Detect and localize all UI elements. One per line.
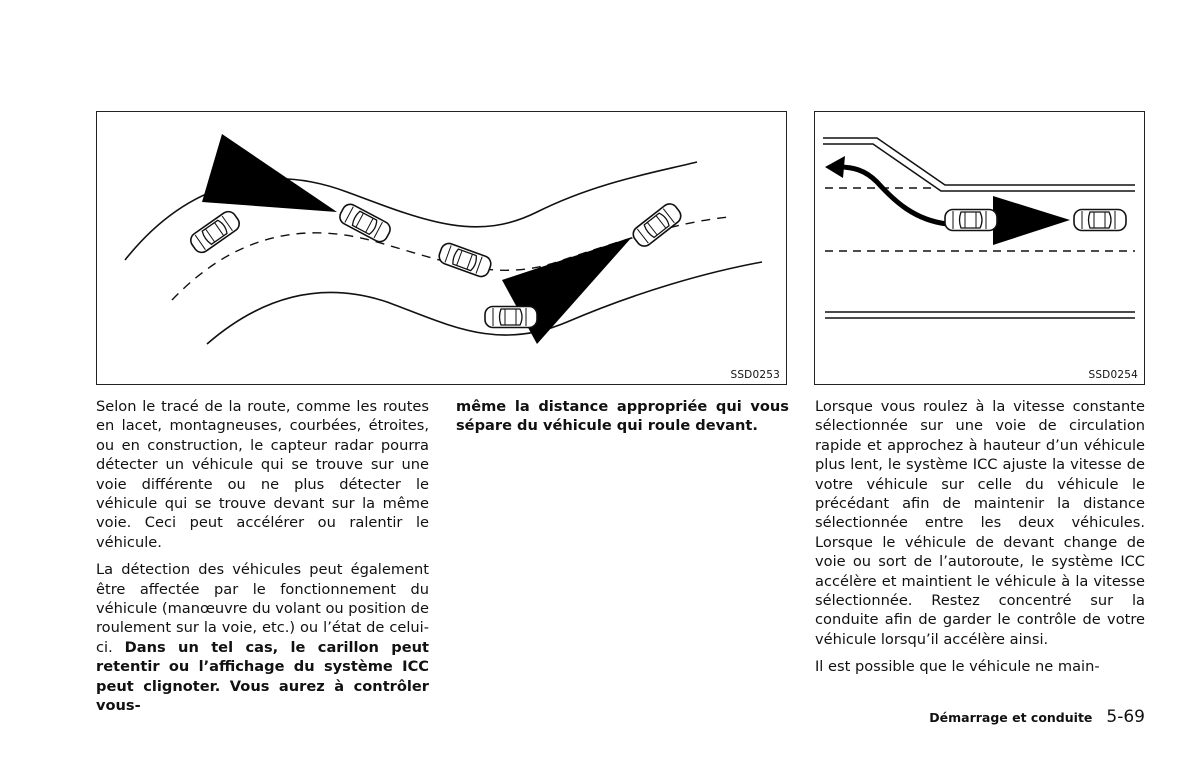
car-ahead-3 bbox=[630, 201, 684, 250]
section-title: Démarrage et conduite bbox=[929, 710, 1093, 725]
warning-text: même la distance appropriée qui vous sépare du véhicule qui roule devant. bbox=[456, 398, 789, 435]
radar-beam bbox=[993, 196, 1070, 245]
paragraph: Il est possible que le véhicule ne main- bbox=[815, 658, 1100, 676]
paragraph: Lorsque vous roulez à la vitesse constante sélectionnée sur une voie de circulation rapide et approchez à hauteur d’un véhicule plus lent, le système ICC ajuste la vitesse de votre véhicule sur celle du véhicule le précédant afin de maintenir la distance sélectionnée entre les deux véhicules. Lorsque le véhicule de devant change de voie ou sort de l’autoroute, le système ICC accélère et maintient le véhicule à la vitesse sélectionnée. Restez concentré sur la conduite afin de garder le contrôle de votre véhicule lorsqu’il accélère ainsi. bbox=[815, 398, 1145, 648]
curved-road-illustration bbox=[97, 112, 788, 386]
warning-text: Dans un tel cas, le carillon peut retentir ou l’affichage du système ICC peut clignoter. Vous aurez à contrôler vous- bbox=[96, 638, 430, 715]
page-footer bbox=[929, 707, 1145, 727]
radar-beam-1 bbox=[202, 134, 337, 212]
figure-lane-change bbox=[814, 111, 1145, 385]
paragraph bbox=[96, 560, 429, 715]
figure-code: SSD0253 bbox=[730, 369, 780, 381]
paragraph-text: La détection des véhicules peut également être affectée par le fonctionnement du véhicule (manœuvre du volant ou position de roulement sur la voie, etc.) ou l’état de celui-ci. bbox=[96, 561, 429, 656]
arrow-head-icon bbox=[825, 156, 845, 178]
car-ahead-1 bbox=[188, 208, 243, 255]
text-column-3 bbox=[815, 397, 1145, 685]
figure-code: SSD0254 bbox=[1088, 369, 1138, 381]
figure-curved-road bbox=[96, 111, 787, 385]
text-column-2 bbox=[456, 397, 789, 444]
text-column-1 bbox=[96, 397, 429, 724]
car-own-1 bbox=[337, 202, 393, 245]
car-own-2 bbox=[485, 307, 537, 328]
paragraph: Selon le tracé de la route, comme les routes en lacet, montagneuses, courbées, étroites, ou en construction, le capteur radar pourra détecter un véhicule qui se trouve sur une voie différente ou ne plus détecter le véhicule qui se trouve devant sur la même voie. Ceci peut accélérer ou ralentir le véhicule. bbox=[96, 398, 429, 551]
car-own bbox=[945, 210, 997, 231]
car-ahead bbox=[1074, 210, 1126, 231]
lane-change-illustration bbox=[815, 112, 1146, 386]
road-edge-top-2 bbox=[823, 144, 1135, 191]
car-ahead-2 bbox=[437, 241, 493, 279]
page-number: 5-69 bbox=[1106, 707, 1145, 727]
